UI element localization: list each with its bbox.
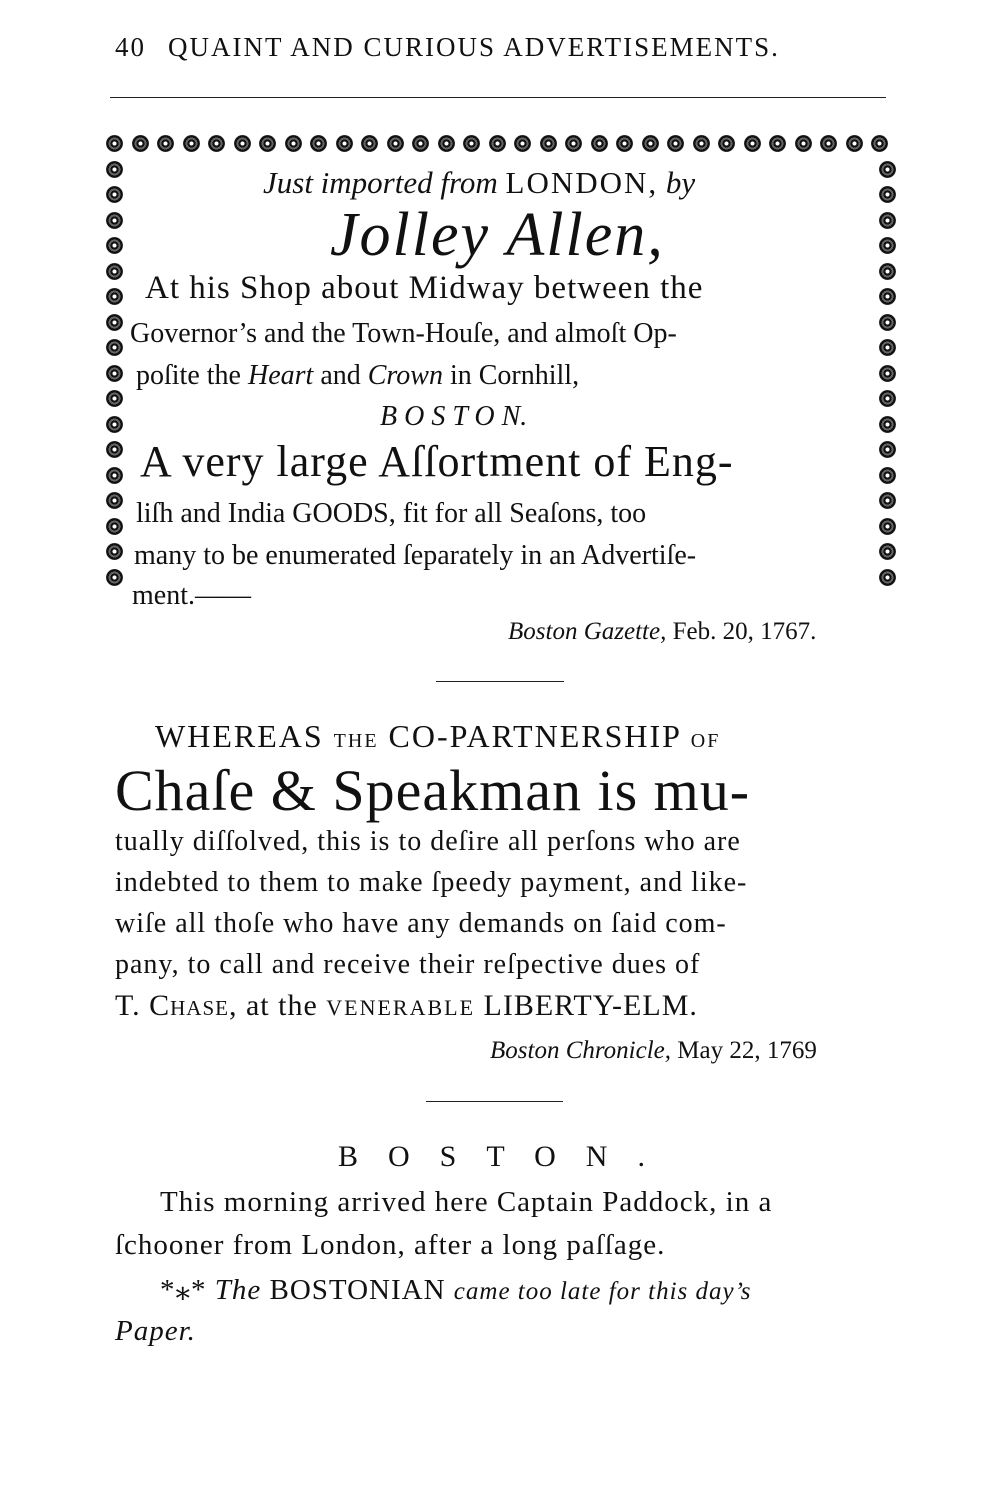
border-ornament xyxy=(106,467,123,484)
ad1-line3 xyxy=(136,360,579,392)
ad2-line2: indebted to them to make ſpeedy payment, and like- xyxy=(115,867,748,898)
ad1-city: B O S T O N. xyxy=(380,401,528,432)
border-ornament xyxy=(879,492,896,509)
border-ornament xyxy=(412,135,429,152)
border-ornament xyxy=(879,518,896,535)
border-ornament xyxy=(463,135,480,152)
border-ornament xyxy=(642,135,659,152)
border-ornament xyxy=(616,135,633,152)
ad2-source-date: May 22, 1769 xyxy=(677,1037,817,1064)
border-ornament xyxy=(106,263,123,280)
border-ornament xyxy=(208,135,225,152)
border-ornament xyxy=(667,135,684,152)
ad1-intro-city: LONDON, xyxy=(505,165,659,200)
border-ornament xyxy=(514,135,531,152)
ad1-merchant: Jolley Allen, xyxy=(330,201,665,269)
ad1-intro xyxy=(263,165,695,201)
border-ornament xyxy=(540,135,557,152)
border-ornament xyxy=(489,135,506,152)
border-ornament xyxy=(769,135,786,152)
border-ornament xyxy=(132,135,149,152)
ad2-line4: pany, to call and receive their reſpective dues of xyxy=(115,949,701,980)
border-ornament xyxy=(879,314,896,331)
border-ornament xyxy=(106,390,123,407)
ad1-line3-heart: Heart xyxy=(247,360,314,391)
ad3-note-end: Paper. xyxy=(115,1315,196,1347)
border-ornament xyxy=(387,135,404,152)
border-ornament xyxy=(106,161,123,178)
ad1-intro-by: by xyxy=(665,165,696,200)
ad2-line5-d: LIBERTY-ELM. xyxy=(483,989,698,1022)
border-ornament xyxy=(106,339,123,356)
border-ornament xyxy=(846,135,863,152)
border-ornament xyxy=(106,288,123,305)
border-ornament xyxy=(591,135,608,152)
border-ornament xyxy=(106,237,123,254)
border-ornament xyxy=(879,161,896,178)
ad1-line5: liſh and India GOODS, fit for all Seaſons, too xyxy=(136,498,647,529)
ad3-note-the: The xyxy=(214,1274,262,1306)
running-head xyxy=(115,32,885,63)
ad2-source-paper: Boston Chronicle, xyxy=(490,1037,672,1064)
border-ornament xyxy=(879,237,896,254)
ad2-line3: wiſe all thoſe who have any demands on ſaid com- xyxy=(115,908,727,939)
border-ornament xyxy=(106,518,123,535)
ad1-source xyxy=(508,618,816,646)
ad3-line2: ſchooner from London, after a long paſſage. xyxy=(115,1229,666,1261)
border-ornament xyxy=(879,441,896,458)
ad1-line3-crown: Crown xyxy=(367,360,443,391)
ad2-line5-c: VENERABLE xyxy=(326,995,476,1020)
border-ornament xyxy=(879,467,896,484)
header-rule xyxy=(110,97,886,98)
ad1-line6: many to be enumerated ſeparately in an Advertiſe- xyxy=(134,540,697,571)
ad2-line5-b: at the xyxy=(245,989,318,1022)
border-ornament xyxy=(157,135,174,152)
ad2-line5 xyxy=(115,989,698,1023)
border-ornament xyxy=(106,212,123,229)
ad2-heading xyxy=(155,718,720,755)
border-ornament xyxy=(310,135,327,152)
border-ornament xyxy=(106,365,123,382)
border-ornament xyxy=(259,135,276,152)
ad2-line1: tually diſſolved, this is to deſire all perſons who are xyxy=(115,826,741,857)
divider-1 xyxy=(436,681,564,682)
border-ornament xyxy=(744,135,761,152)
border-ornament xyxy=(106,543,123,560)
ad2-head-a: WHEREAS xyxy=(155,718,324,754)
border-ornament xyxy=(565,135,582,152)
border-ornament xyxy=(106,186,123,203)
ad1-line3-b: in Cornhill, xyxy=(449,360,580,391)
border-ornament xyxy=(879,390,896,407)
border-ornament xyxy=(106,314,123,331)
border-ornament xyxy=(106,492,123,509)
ad1-line3-and: and xyxy=(320,360,361,391)
border-ornament xyxy=(693,135,710,152)
ad2-head-of: OF xyxy=(690,730,721,752)
border-ornament xyxy=(879,543,896,560)
border-ornament xyxy=(106,135,123,152)
border-ornament xyxy=(285,135,302,152)
ad2-head-b: CO-PARTNERSHIP xyxy=(388,718,681,754)
border-ornament xyxy=(871,135,888,152)
page-number: 40 xyxy=(115,32,146,62)
ad1-line4: A very large Aſſortment of Eng- xyxy=(140,437,734,486)
ad1-source-date: Feb. 20, 1767. xyxy=(672,618,817,645)
border-ornament xyxy=(106,569,123,586)
running-title: QUAINT AND CURIOUS ADVERTISEMENTS. xyxy=(168,32,780,62)
ad3-heading: BOSTON. xyxy=(338,1140,675,1173)
ad1-line3-a: poſite the xyxy=(136,360,241,391)
ad2-head-the: THE xyxy=(333,730,379,752)
border-ornament xyxy=(106,441,123,458)
border-ornament xyxy=(718,135,735,152)
border-ornament xyxy=(879,263,896,280)
border-ornament xyxy=(820,135,837,152)
ad3-note-name: BOSTONIAN xyxy=(269,1274,446,1306)
ad1-source-paper: Boston Gazette, xyxy=(508,618,667,645)
border-ornament xyxy=(879,339,896,356)
border-ornament xyxy=(879,365,896,382)
border-ornament xyxy=(361,135,378,152)
border-ornament xyxy=(336,135,353,152)
ad3-note xyxy=(160,1272,751,1307)
border-ornament xyxy=(795,135,812,152)
border-ornament xyxy=(879,186,896,203)
ad2-big-line: Chaſe & Speakman is mu- xyxy=(115,758,751,823)
ad3-note-rest: came too late for this day’s xyxy=(453,1278,752,1305)
ad2-line5-a: T. Chase, xyxy=(115,989,238,1022)
border-ornament xyxy=(438,135,455,152)
ad3-note-mark: *⁎* xyxy=(160,1274,207,1306)
divider-2 xyxy=(426,1101,563,1102)
border-ornament xyxy=(879,416,896,433)
border-ornament xyxy=(879,288,896,305)
border-ornament xyxy=(879,212,896,229)
ad1-line2: Governor’s and the Town-Houſe, and almoſt Op- xyxy=(130,318,677,349)
ad1-intro-italic: Just imported from xyxy=(263,165,498,200)
border-ornament xyxy=(879,569,896,586)
ad1-line7: ment.—— xyxy=(132,580,251,611)
ad1-line1: At his Shop about Midway between the xyxy=(145,270,704,306)
border-ornament xyxy=(106,416,123,433)
ad2-source xyxy=(490,1037,817,1065)
ad3-line1: This morning arrived here Captain Paddock, in a xyxy=(160,1186,773,1218)
border-ornament xyxy=(183,135,200,152)
border-ornament xyxy=(234,135,251,152)
